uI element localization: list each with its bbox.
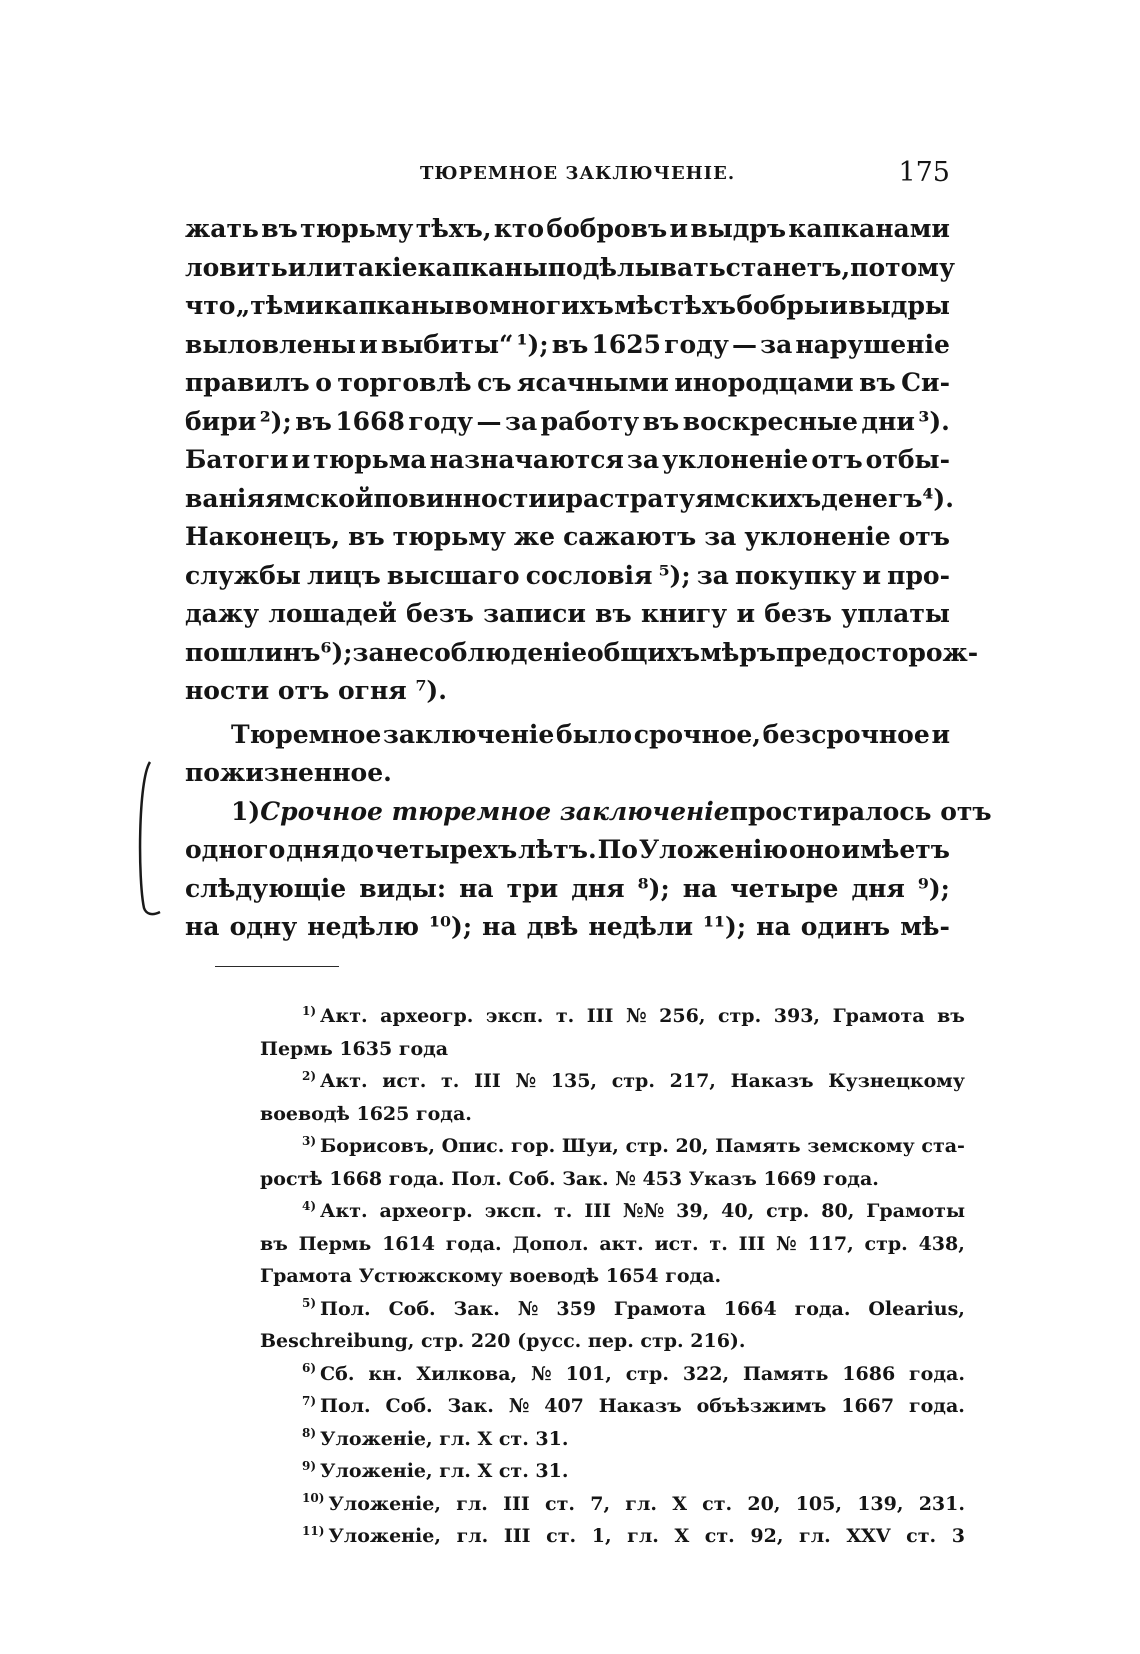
first-line-rest: простиралось отъ xyxy=(729,796,992,826)
page-header xyxy=(185,157,950,193)
page-number: 175 xyxy=(898,157,950,188)
footnote-line: $^{9)}$ Уложеніе, гл. X ст. 31. xyxy=(302,1458,569,1482)
body-line: ности отъ огня ⁷). xyxy=(185,676,447,705)
body-line: ванія ямской повинности и растрату ямскихъ денегъ ⁴). xyxy=(185,483,954,513)
body-line: жать въ тюрьму тѣхъ, кто бобровъ и выдръ капканами xyxy=(185,214,950,243)
margin-bracket-mark xyxy=(134,760,164,916)
footnote-number: 10) xyxy=(302,1491,325,1506)
body-line: слѣдующіе виды: на три дня ⁸); на четыре дня ⁹); xyxy=(185,873,950,903)
body-line: Тюремное заключеніе было срочное, безсрочное и xyxy=(231,719,950,749)
footnote-line: $^{10)}$ Уложеніе, гл. III ст. 7, гл. X ст. 20, 105, 139, 231. xyxy=(302,1491,965,1515)
footnote-number: 3) xyxy=(302,1133,317,1148)
body-line: что „тѣми капканы во многихъ мѣстѣхъ бобры и выдры xyxy=(185,291,950,320)
body-line: бири ²); въ 1668 году — за работу въ воскресные дни ³). xyxy=(185,406,950,436)
footnote-number: 2) xyxy=(302,1068,317,1083)
footnote-line: Грамота Устюжскому воеводѣ 1654 года. xyxy=(260,1265,722,1287)
paragraph-3-first-line xyxy=(185,793,992,832)
body-line: одного дня до четырехъ лѣтъ. По Уложенію оно имѣетъ xyxy=(185,835,950,864)
footnote-number: 7) xyxy=(302,1393,317,1408)
body-line: Батоги и тюрьма назначаются за уклоненіе отъ отбы- xyxy=(185,445,950,474)
footnote-line: Beschreibung, стр. 220 (русс. пер. стр. 216). xyxy=(260,1330,746,1352)
body-line: на одну недѣлю ¹⁰); на двѣ недѣли ¹¹); на одинъ мѣ- xyxy=(185,912,950,941)
main-text xyxy=(185,210,992,947)
italic-term: Срочное тюремное заключеніе xyxy=(260,796,730,826)
footnote-number: 4) xyxy=(302,1198,317,1213)
running-title: ТЮРЕМНОЕ ЗАКЛЮЧЕНІЕ. xyxy=(420,163,736,184)
paragraph-3 xyxy=(185,793,992,947)
footnote-line: $^{2)}$ Акт. ист. т. III № 135, стр. 217, Наказъ Кузнецкому xyxy=(302,1068,965,1092)
footnote-line: ростѣ 1668 года. Пол. Соб. Зак. № 453 Указъ 1669 года. xyxy=(260,1167,879,1190)
body-line: ловить или такіе капканы подѣлывать станетъ, потому xyxy=(185,252,956,282)
paragraph-2 xyxy=(185,716,950,793)
footnote-line: $^{11)}$ Уложеніе, гл. III ст. 1, гл. X ст. 92, гл. XXV ст. 3 xyxy=(302,1523,965,1547)
footnotes xyxy=(260,1000,965,1553)
footnote-line: $^{7)}$ Пол. Соб. Зак. № 407 Наказъ объѣзжимъ 1667 года. xyxy=(302,1393,965,1417)
body-line: Наконецъ, въ тюрьму же сажаютъ за уклоненіе отъ xyxy=(185,522,950,551)
footnote-number: 5) xyxy=(302,1296,317,1311)
footnote-number: 1) xyxy=(302,1003,317,1018)
body-line: правилъ о торговлѣ съ ясачными инородцами въ Си- xyxy=(185,368,950,397)
footnote-number: 6) xyxy=(302,1361,317,1376)
footnote-line: $^{5)}$ Пол. Соб. Зак. № 359 Грамота 1664 года. Olearius, xyxy=(302,1296,965,1320)
footnote-line: $^{3)}$ Борисовъ, Опис. гор. Шуи, стр. 20, Память земскому ста- xyxy=(302,1133,965,1157)
footnote-line: Пермь 1635 года xyxy=(260,1037,449,1060)
body-line: пошлинъ ⁶); за несоблюденіе общихъ мѣръ предосторож- xyxy=(185,637,979,667)
footnote-separator xyxy=(215,966,339,967)
footnote-line: $^{6)}$ Сб. кн. Хилкова, № 101, стр. 322, Память 1686 года. xyxy=(302,1361,965,1385)
footnote-line: $^{8)}$ Уложеніе, гл. X ст. 31. xyxy=(302,1426,569,1450)
footnote-line: воеводѣ 1625 года. xyxy=(260,1102,472,1125)
footnote-line: въ Пермь 1614 года. Допол. акт. ист. т. III № 117, стр. 438, xyxy=(260,1232,965,1255)
list-marker: 1) xyxy=(231,796,261,826)
footnote-number: 9) xyxy=(302,1458,317,1473)
footnote-number: 11) xyxy=(302,1523,325,1538)
body-line: выловлены и выбиты“ ¹); въ 1625 году — за нарушеніе xyxy=(185,329,950,359)
paragraph-1 xyxy=(185,210,979,711)
footnote-number: 8) xyxy=(302,1426,317,1441)
footnote-line: $^{4)}$ Акт. археогр. эксп. т. III №№ 39, 40, стр. 80, Грамоты xyxy=(302,1198,965,1222)
body-line: пожизненное. xyxy=(185,758,392,787)
body-line: службы лицъ высшаго сословія ⁵); за покупку и про- xyxy=(185,560,950,590)
body-line: дажу лошадей безъ записи въ книгу и безъ уплаты xyxy=(185,599,950,628)
footnote-line: $^{1)}$ Акт. археогр. эксп. т. III № 256, стр. 393, Грамота въ xyxy=(302,1003,965,1027)
